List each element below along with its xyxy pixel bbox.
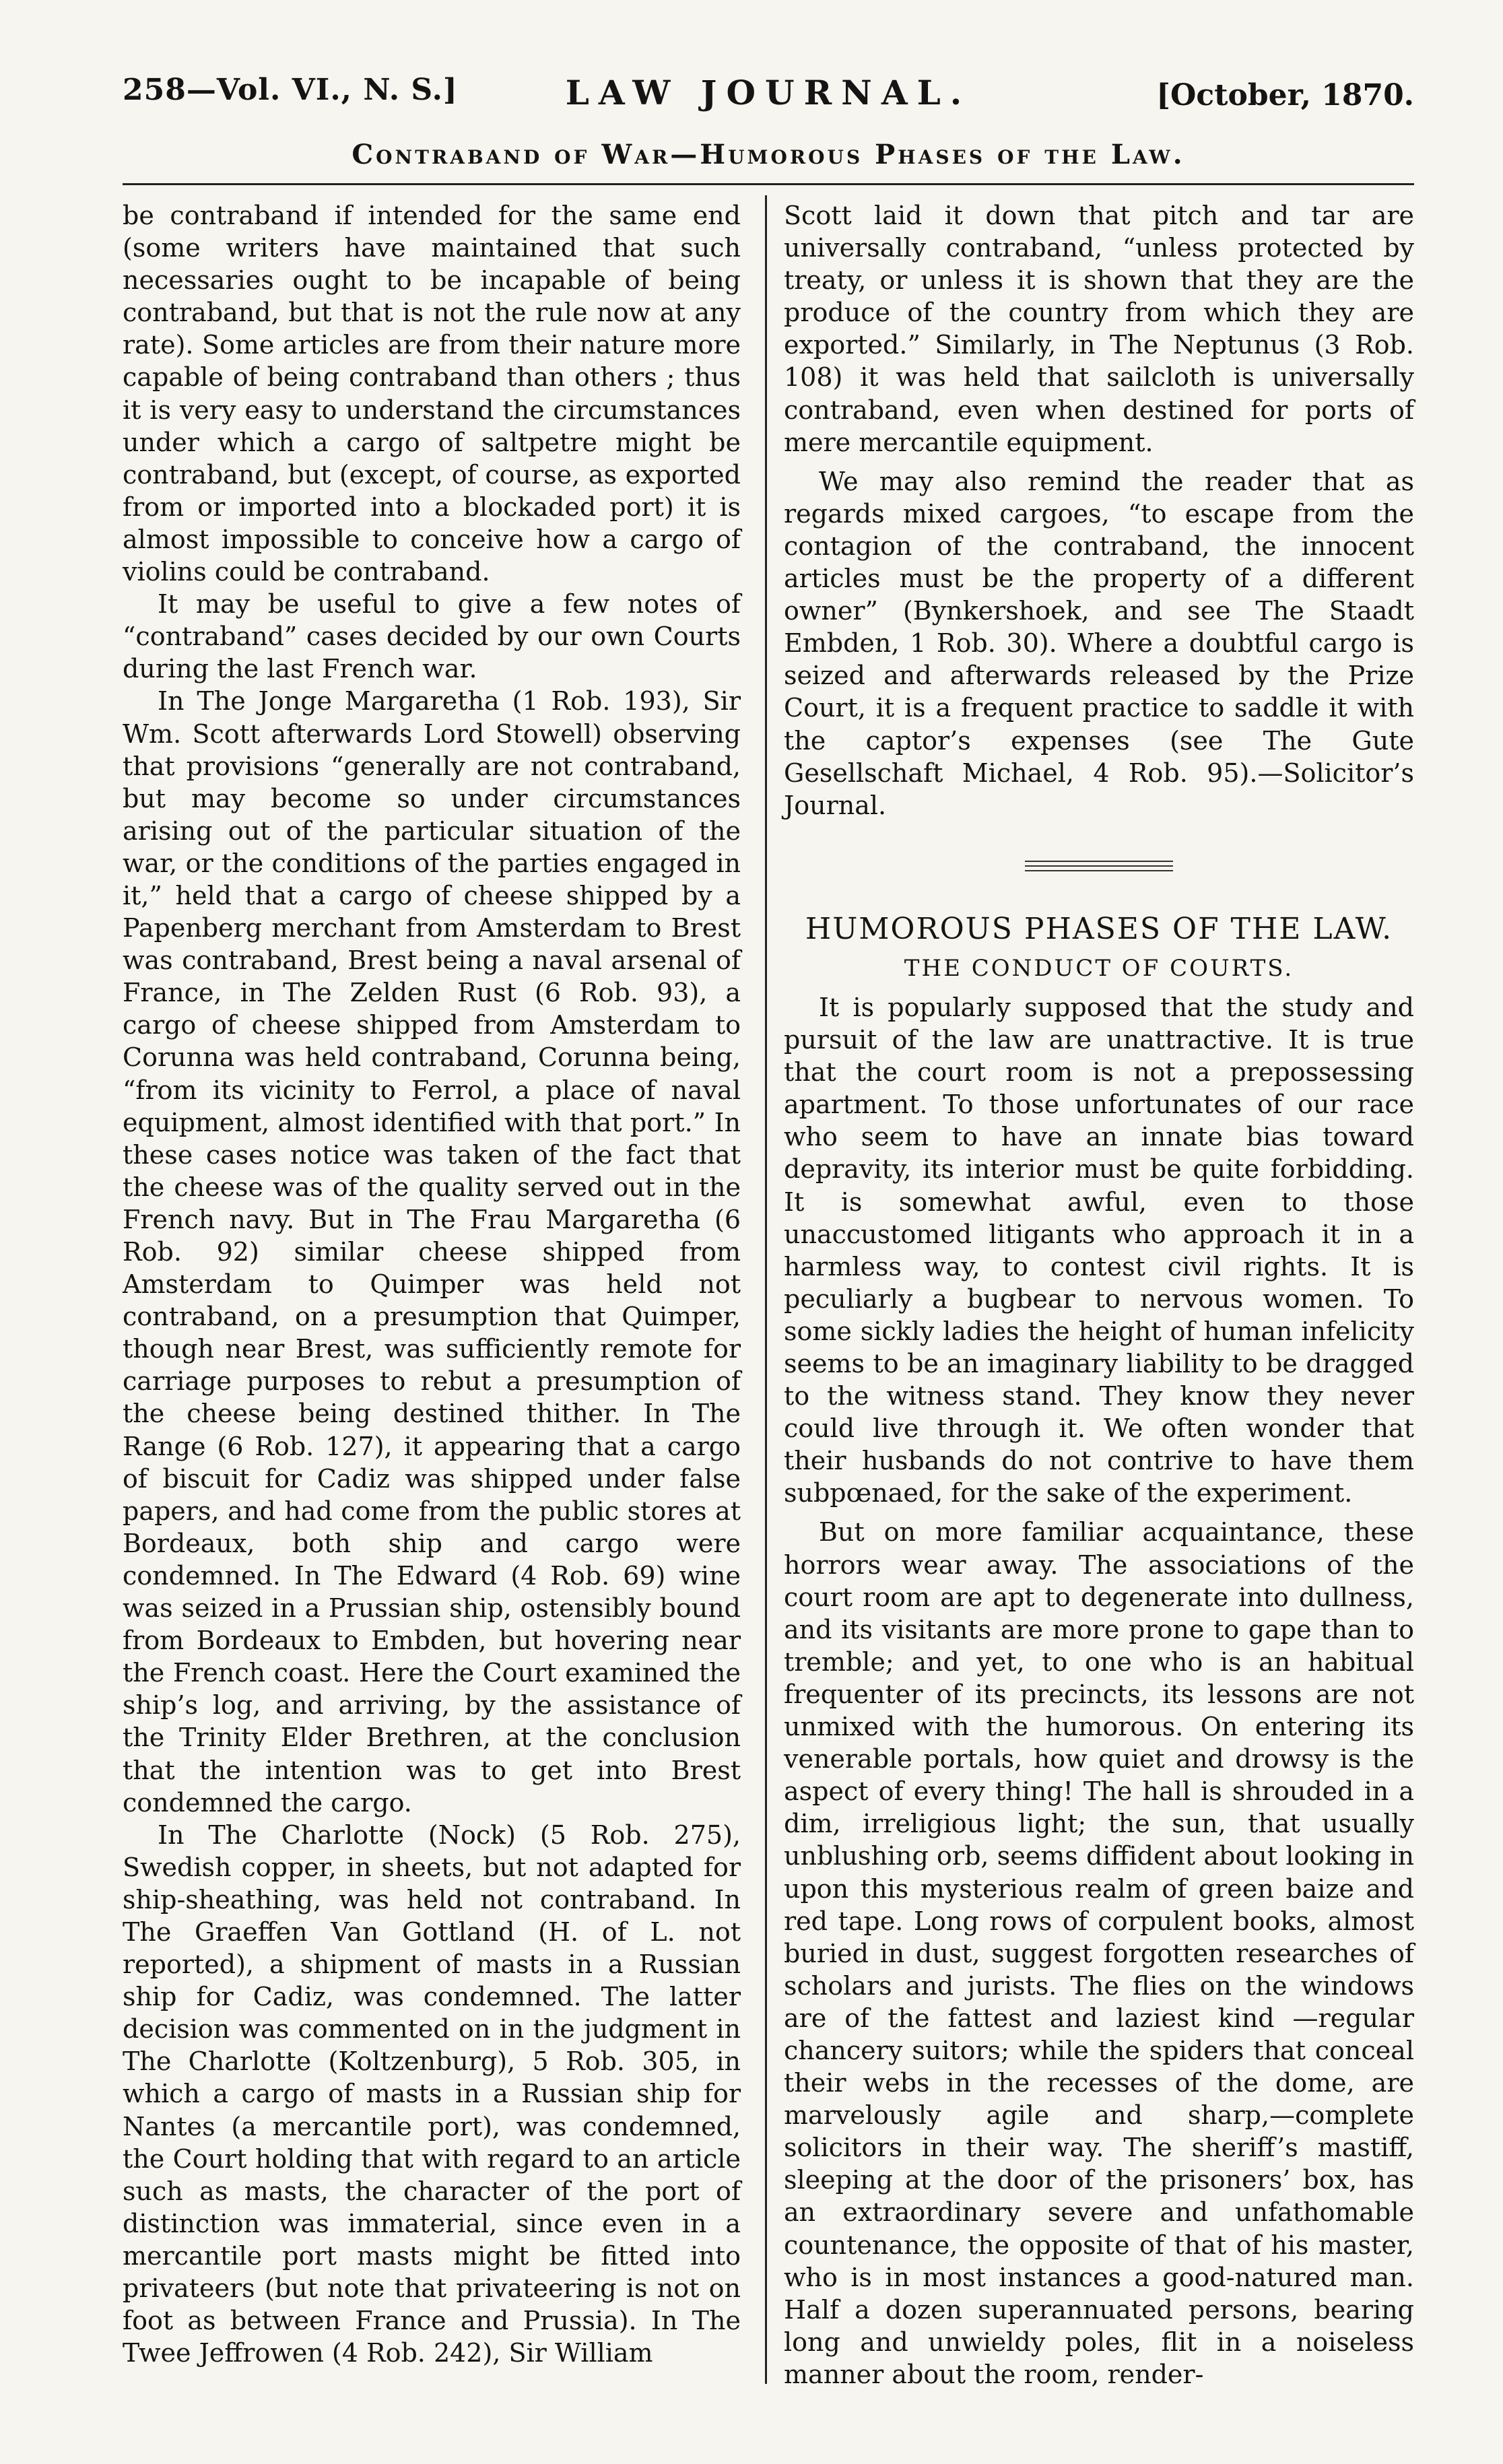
column-divider	[765, 195, 767, 2384]
issue-date: [October, 1870.	[1156, 78, 1414, 112]
page-header	[123, 73, 1414, 127]
paragraph: In The Jonge Margaretha (1 Rob. 193), Sir Wm. Scott afterwards Lord Stowell) observing that provisions “generally are not contraband, but may become so under circumstances arising out of the particular situation of the war, or the conditions of the parties engaged in it,” held that a cargo of cheese shipped by a Papenberg merchant from Amsterdam to Brest was contraband, Brest being a naval arsenal of France, in The Zelden Rust (6 Rob. 93), a cargo of cheese shipped from Amsterdam to Corunna was held contraband, Corunna being, “from its vicinity to Ferrol, a place of naval equipment, almost identified with that port.” In these cases notice was taken of the fact that the cheese was of the quality served out in the French navy. But in The Frau Margaretha (6 Rob. 92) similar cheese shipped from Amsterdam to Quimper was held not contraband, on a presumption that Quimper, though near Brest, was sufficiently remote for carriage purposes to rebut a presumption of the cheese being destined thither. In The Range (6 Rob. 127), it appearing that a cargo of biscuit for Cadiz was shipped under false papers, and had come from the public stores at Bordeaux, both ship and cargo were condemned. In The Edward (4 Rob. 69) wine was seized in a Prussian ship, ostensibly bound from Bordeaux to Embden, but hovering near the French coast. Here the Court examined the ship’s log, and arriving, by the assistance of the Trinity Elder Brethren, at the conclusion that the intention was to get into Brest condemned the cargo.	[123, 686, 741, 1818]
header-rule	[123, 183, 1414, 185]
paragraph: It may be useful to give a few notes of “contraband” cases decided by our own Courts during the last French war.	[123, 589, 741, 684]
article-subtitle: THE CONDUCT OF COURTS.	[904, 954, 1294, 982]
paragraph: We may also remind the reader that as regards mixed cargoes, “to escape from the contagion of the contraband, the innocent articles must be the property of a different owner” (Bynkershoek, and see The Staadt Embden, 1 Rob. 30). Where a doubtful cargo is seized and afterwards released by the Prize Court, it is a frequent practice to saddle it with the captor’s expenses (see The Gute Gesellschaft Michael, 4 Rob. 95).—Solicitor’s Journal.	[784, 466, 1414, 820]
right-column	[784, 199, 1414, 2391]
paragraph: But on more familiar acquaintance, these horrors wear away. The associations of the court room are apt to degenerate into dullness, and its visitants are more prone to gape than to tremble; and yet, to one who is an habitual frequenter of its precincts, its lessons are not unmixed with the humorous. On entering its venerable portals, how quiet and drowsy is the aspect of every thing! The hall is shrouded in a dim, irreligious light; the sun, that usually unblushing orb, seems diffident about looking in upon this mysterious realm of green baize and red tape. Long rows of corpulent books, almost buried in dust, suggest forgotten researches of scholars and jurists. The flies on the windows are of the fattest and laziest kind —regular chancery suitors; while the spiders that conceal their webs in the recesses of the dome, are marvelously agile and sharp,—complete solicitors in their way. The sheriff’s mastiff, sleeping at the door of the prisoners’ box, has an extraordinary severe and unfathomable countenance, the opposite of that of his master, who is in most instances a good-natured man. Half a dozen superannuated persons, bearing long and unwieldy poles, flit in a noiseless manner about the room, render-	[784, 1517, 1414, 2389]
section-separator	[1025, 861, 1173, 871]
running-subheader: Contraband of War—Humorous Phases of the Law.	[352, 139, 1185, 170]
journal-title: LAW JOURNAL.	[565, 73, 972, 112]
paragraph: Scott laid it down that pitch and tar are universally contraband, “unless protected by treaty, or unless it is shown that they are the produce of the country from which they are exported.” Similarly, in The Neptunus (3 Rob. 108) it was held that sailcloth is universally contraband, even when destined for ports of mere mercantile equipment.	[784, 201, 1414, 457]
volume-page-number: 258—Vol. VI., N. S.]	[123, 73, 458, 107]
paragraph: be contraband if intended for the same end (some writers have maintained that such necessaries ought to be incapable of being contraband, but that is not the rule now at any rate). Some articles are from their nature more capable of being contraband than others ; thus it is very easy to understand the circumstances under which a cargo of saltpetre might be contraband, but (except, of course, as exported from or imported into a blockaded port) it is almost impossible to conceive how a cargo of violins could be contraband.	[123, 201, 741, 587]
left-column	[123, 199, 741, 2369]
paragraph: In The Charlotte (Nock) (5 Rob. 275), Swedish copper, in sheets, but not adapted for ship-sheathing, was held not contraband. In The Graeffen Van Gottland (H. of L. not reported), a shipment of masts in a Russian ship for Cadiz, was condemned. The latter decision was commented on in the judgment in The Charlotte (Koltzenburg), 5 Rob. 305, in which a cargo of masts in a Russian ship for Nantes (a mercantile port), was condemned, the Court holding that with regard to an article such as masts, the character of the port of distinction was immaterial, since even in a mercantile port masts might be fitted into privateers (but note that privateering is not on foot as between France and Prussia). In The Twee Jeffrowen (4 Rob. 242), Sir William	[123, 1820, 741, 2368]
paragraph: It is popularly supposed that the study and pursuit of the law are unattractive. It is true that the court room is not a prepossessing apartment. To those unfortunates of our race who seem to have an innate bias toward depravity, its interior must be quite forbidding. It is somewhat awful, even to those unaccustomed litigants who approach it in a harmless way, to contest civil rights. It is peculiarly a bugbear to nervous women. To some sickly ladies the height of human infelicity seems to be an imaginary liability to be dragged to the witness stand. They know they never could live through it. We often wonder that their husbands do not contrive to have them subpœnaed, for the sake of the experiment.	[784, 992, 1414, 1508]
article-title: HUMOROUS PHASES OF THE LAW.	[805, 911, 1393, 946]
